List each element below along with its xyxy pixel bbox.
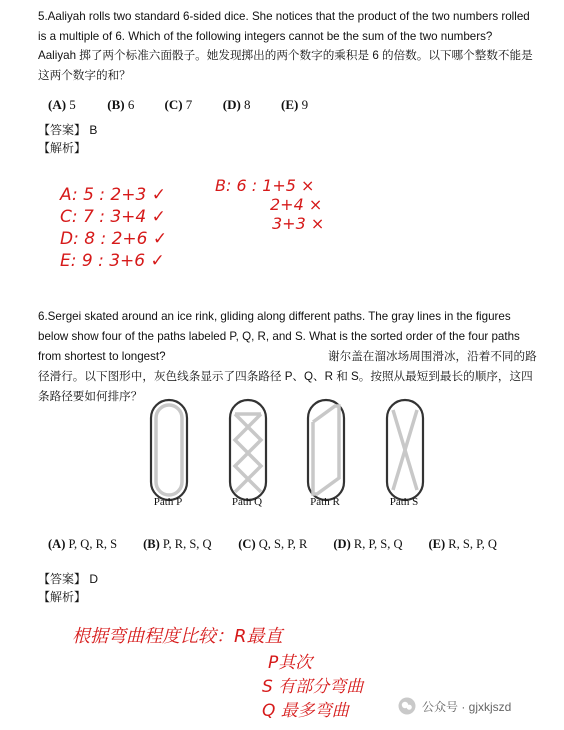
q6-answer: 【答案】 D (38, 572, 99, 586)
q6-choice-b: (B) P, R, S, Q (143, 537, 212, 551)
q5-hand-line-2: C: 7 : 3+4 ✓ (60, 207, 166, 227)
path-r-figure (308, 400, 344, 500)
q5-answer: 【答案】 B (38, 123, 98, 137)
path-p-label: Path P (153, 496, 183, 508)
q5-choice-c: (C) 7 (164, 97, 193, 112)
q6-text-cn: 谢尔盖在溜冰场周围滑冰，沿着不同的路径滑行。以下图形中，灰色线条显示了四条路径 P、Q、R 和 S。按照从最短到最长的顺序，这四条路径要如何排序？ (38, 350, 537, 403)
q5-text-en: 5.Aaliyah rolls two standard 6-sided dice. She notices that the product of the two numbers rolled is a multiple of 6. Which of the following integers cannot be the sum of the two numbers? (38, 10, 530, 43)
path-r-label: Path R (310, 496, 340, 508)
q5-text-cn: Aaliyah 掷了两个标准六面骰子。她发现掷出的两个数字的乘积是 6 的倍数。以下哪个整数不能是这两个数字的和？ (38, 49, 533, 82)
q5-hand-line-3: D: 8 : 2+6 ✓ (60, 229, 168, 249)
path-s-label: Path S (389, 496, 419, 508)
watermark-text: 公众号 · gjxkjszd (422, 699, 512, 714)
path-q-label: Path Q (231, 496, 263, 508)
q6-choice-a: (A) P, Q, R, S (48, 537, 118, 551)
q5-choices (48, 97, 308, 113)
q5-choice-a: (A) 5 (48, 97, 76, 112)
q5-hand-right-2: 2+4 × (270, 195, 323, 214)
q5-analysis-label: 【解析】 (38, 141, 87, 155)
q5-hand-right-1: B: 6 : 1+5 × (215, 176, 315, 195)
q5-hand-line-4: E: 9 : 3+6 ✓ (60, 251, 165, 271)
q6-choice-e: (E) R, S, P, Q (428, 537, 497, 551)
q6-hand-line-1: 根据弯曲程度比较：R最直 (72, 626, 283, 647)
q5-hand-right-3: 3+3 × (272, 214, 325, 233)
q6-hand-line-3: S 有部分弯曲 (262, 677, 364, 697)
q5-choice-d: (D) 8 (222, 97, 251, 112)
q6-hand-line-4: Q 最多弯曲 (262, 701, 349, 721)
wechat-icon (398, 697, 416, 715)
q6-hand-line-2: P其次 (268, 653, 313, 673)
path-q-figure (230, 400, 266, 500)
q6-analysis-label: 【解析】 (38, 590, 87, 604)
path-p-figure (151, 400, 187, 500)
q6-choice-c: (C) Q, S, P, R (238, 537, 308, 551)
path-s-figure (387, 400, 423, 500)
q6-text-en: 6.Sergei skated around an ice rink, gliding along different paths. The gray lines in the figures below show four of the paths labeled P, Q, R, and S. What is the sorted order of the four paths from shortest to longest? (38, 310, 520, 363)
q5-hand-line-1: A: 5 : 2+3 ✓ (60, 185, 166, 205)
q6-choices (48, 537, 497, 552)
q6-choice-d: (D) R, P, S, Q (333, 537, 403, 551)
watermark (398, 697, 511, 715)
q5-choice-b: (B) 6 (107, 97, 135, 112)
q5-choice-e: (E) 9 (281, 97, 309, 112)
q6-figures (135, 392, 455, 512)
